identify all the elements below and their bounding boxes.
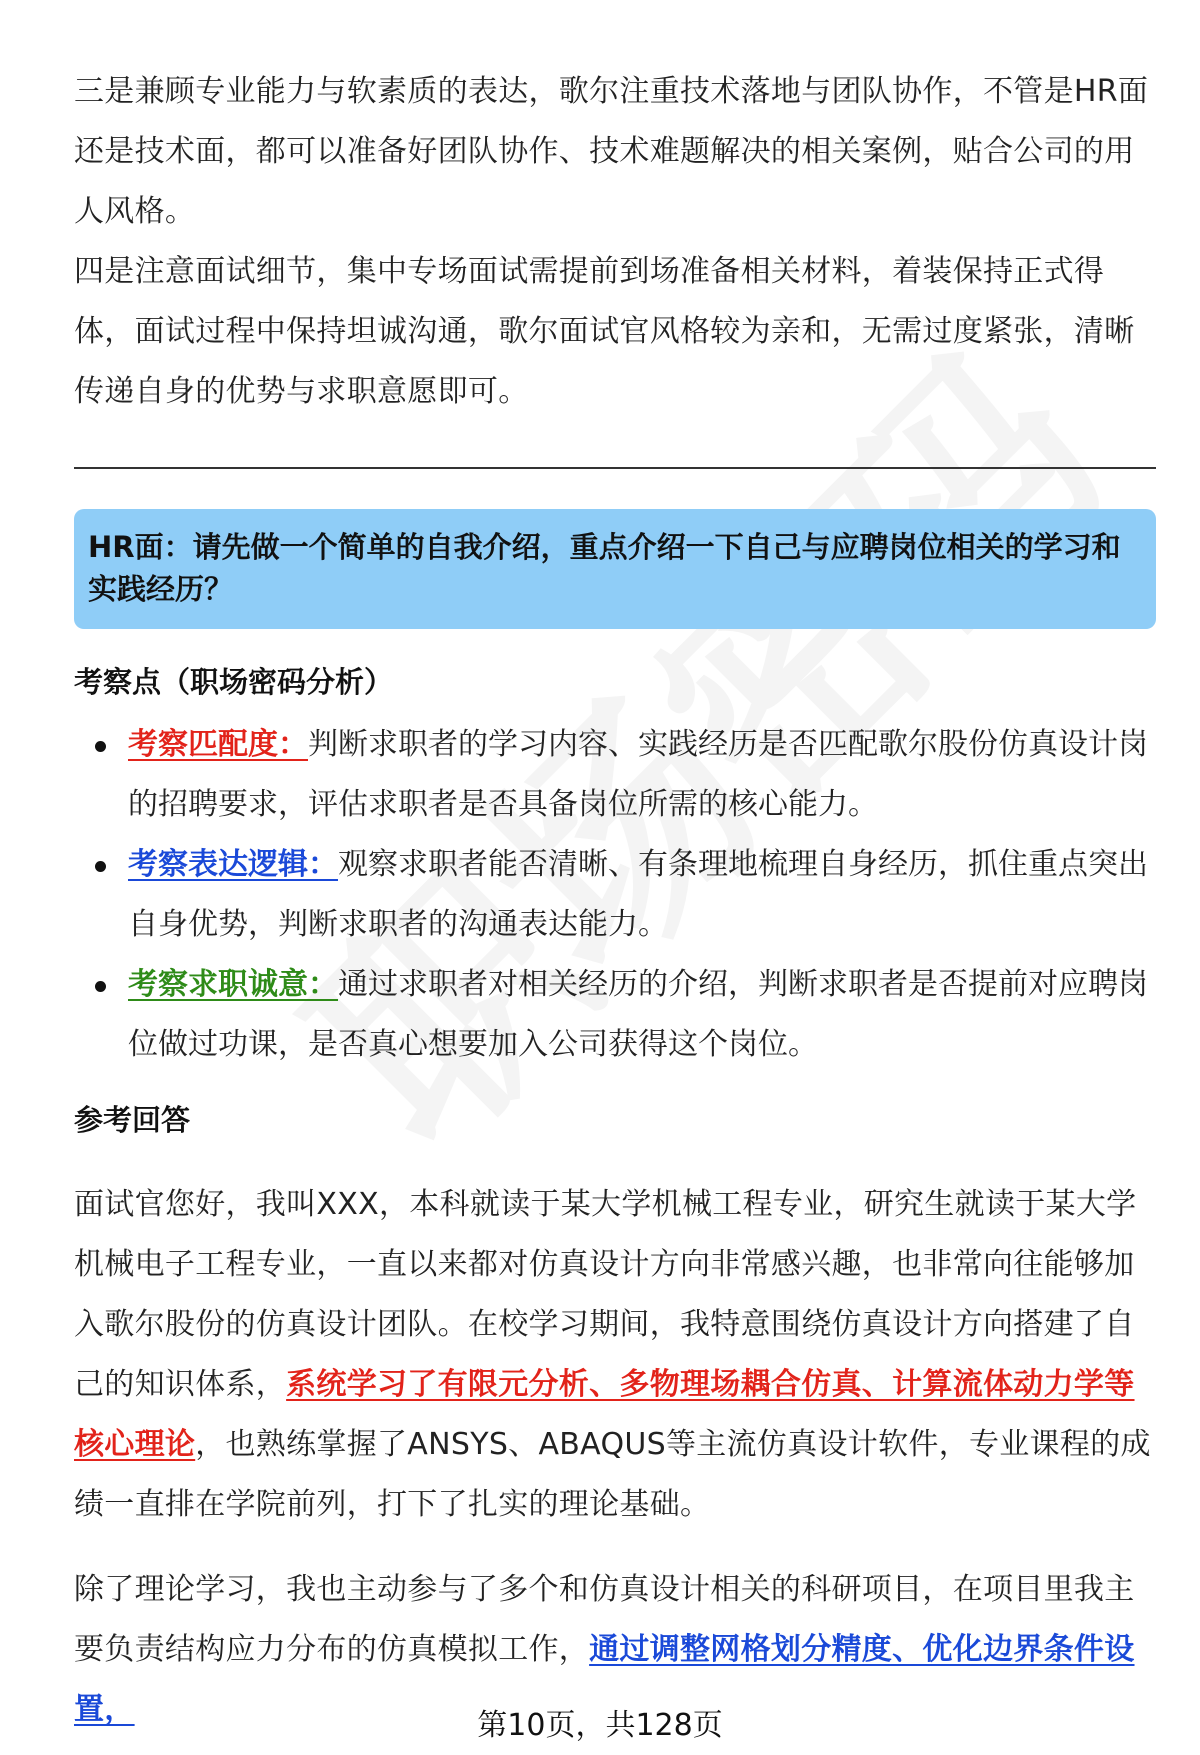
analysis-label: 考察表达逻辑： — [128, 847, 338, 882]
answer-highlight: 系统学习了有限元分析、多物理场耦合仿真、计算流体动力学等核心理论 — [74, 1367, 1135, 1462]
analysis-list — [74, 715, 1156, 1075]
analysis-text: 观察求职者能否清晰、有条理地梳理自身经历，抓住重点突出自身优势，判断求职者的沟通表达能力。 — [128, 847, 1148, 942]
list-item — [74, 955, 1156, 1075]
page-number: 第10页，共128页 — [477, 1708, 723, 1743]
analysis-label: 考察匹配度： — [128, 727, 308, 762]
bullet-dot-icon — [95, 861, 106, 872]
intro-section — [74, 62, 1156, 422]
answer-text: 除了理论学习，我也主动参与了多个和仿真设计相关的科研项目，在项目里我主要负责结构应力分布的仿真模拟工作， — [74, 1572, 1135, 1667]
question-box — [74, 509, 1156, 629]
answer-text: ，也熟练掌握了ANSYS、ABAQUS等主流仿真设计软件，专业课程的成绩一直排在学院前列，打下了扎实的理论基础。 — [74, 1427, 1151, 1522]
bullet-dot-icon — [95, 741, 106, 752]
analysis-text: 判断求职者的学习内容、实践经历是否匹配歌尔股份仿真设计岗的招聘要求，评估求职者是否具备岗位所需的核心能力。 — [128, 727, 1148, 822]
list-item — [74, 715, 1156, 835]
answer-highlight: 通过调整网格划分精度、优化边界条件设置， — [74, 1632, 1135, 1727]
analysis-label: 考察求职诚意： — [128, 967, 338, 1002]
intro-paragraph-3: 三是兼顾专业能力与软素质的表达，歌尔注重技术落地与团队协作，不管是HR面还是技术面，都可以准备好团队协作、技术难题解决的相关案例，贴合公司的用人风格。 — [74, 74, 1149, 229]
bullet-dot-icon — [95, 981, 106, 992]
list-item — [74, 835, 1156, 955]
analysis-heading: 考察点（职场密码分析） — [74, 665, 394, 699]
reference-heading: 参考回答 — [74, 1103, 191, 1137]
intro-paragraph-4: 四是注意面试细节，集中专场面试需提前到场准备相关材料，着装保持正式得体，面试过程中保持坦诚沟通，歌尔面试官风格较为亲和，无需过度紧张，清晰传递自身的优势与求职意愿即可。 — [74, 254, 1135, 409]
section-divider — [74, 467, 1156, 469]
question-text: HR面：请先做一个简单的自我介绍，重点介绍一下自己与应聘岗位相关的学习和实践经历？ — [88, 530, 1121, 606]
reference-answer-1 — [74, 1175, 1156, 1535]
answer-text: 面试官您好，我叫XXX，本科就读于某大学机械工程专业，研究生就读于某大学机械电子工程专业，一直以来都对仿真设计方向非常感兴趣，也非常向往能够加入歌尔股份的仿真设计团队。在校学习期间，我特意围绕仿真设计方向搭建了自己的知识体系， — [74, 1187, 1137, 1402]
analysis-text: 通过求职者对相关经历的介绍，判断求职者是否提前对应聘岗位做过功课，是否真心想要加入公司获得这个岗位。 — [128, 967, 1148, 1062]
